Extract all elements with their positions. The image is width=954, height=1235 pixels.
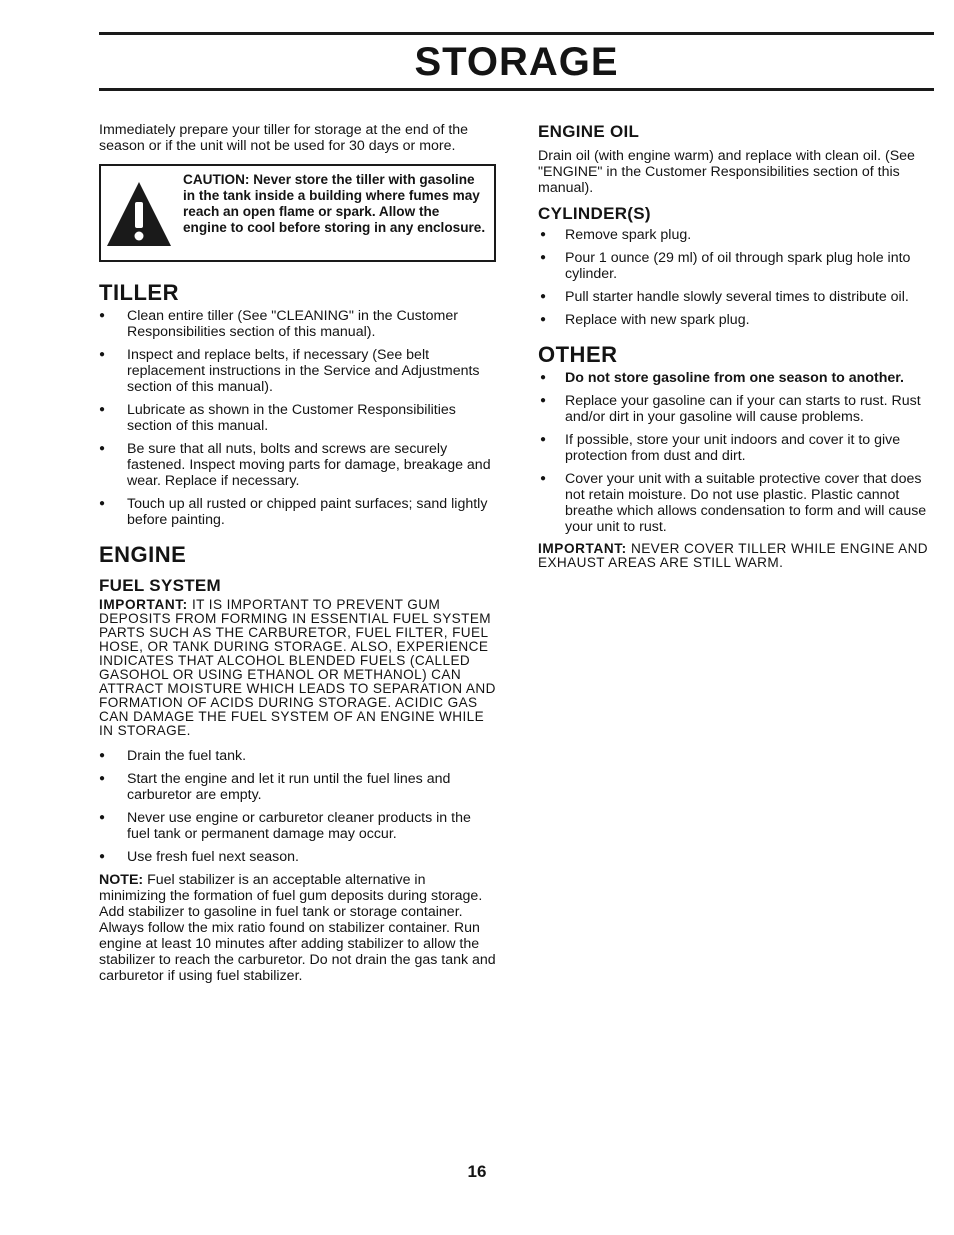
list-item-text: Remove spark plug. <box>565 227 692 243</box>
list-item-text: Be sure that all nuts, bolts and screws are securely fastened. Inspect moving parts for damage, breakage and wear. Replace if necessary. <box>127 441 491 489</box>
bullet-icon: ● <box>540 434 547 445</box>
note-label: NOTE: <box>99 872 144 888</box>
list-item-text: Cover your unit with a suitable protective cover that does not retain moisture. Do not use plastic. Plastic cannot breathe which allows condensation to form and will cause your unit to rust. <box>565 471 927 535</box>
fuel-system-heading: FUEL SYSTEM <box>99 576 222 595</box>
list-item-text: If possible, store your unit indoors and cover it to give protection from dust and dirt. <box>565 432 901 464</box>
list-item <box>99 496 496 528</box>
list-item <box>99 441 496 489</box>
list-item <box>99 402 496 434</box>
bullet-icon: ● <box>99 750 106 761</box>
cylinders-section <box>538 204 936 328</box>
list-item-text: Use fresh fuel next season. <box>127 849 299 865</box>
caution-box <box>99 164 496 262</box>
tiller-heading: TILLER <box>99 280 179 305</box>
list-item-text: Lubricate as shown in the Customer Responsibilities section of this manual. <box>127 402 456 434</box>
bullet-icon: ● <box>540 314 547 325</box>
bullet-icon: ● <box>540 473 547 484</box>
bullet-icon: ● <box>99 812 106 823</box>
list-item-text: Clean entire tiller (See "CLEANING" in the Customer Responsibilities section of this manual). <box>127 308 458 340</box>
engine-oil-section <box>538 122 936 196</box>
fuel-system-note <box>99 872 496 984</box>
warning-triangle-icon <box>105 180 173 248</box>
other-heading: OTHER <box>538 342 618 367</box>
cylinders-heading: CYLINDER(S) <box>538 204 651 223</box>
list-item-text: Never use engine or carburetor cleaner products in the fuel tank or permanent damage may occur. <box>127 810 471 842</box>
left-column <box>99 122 496 984</box>
bullet-icon: ● <box>540 291 547 302</box>
right-column <box>538 122 936 570</box>
list-item <box>99 308 496 340</box>
bullet-icon: ● <box>99 404 106 415</box>
tiller-list <box>99 308 496 528</box>
important-label: IMPORTANT: <box>538 541 627 556</box>
list-item-text: Replace with new spark plug. <box>565 312 750 328</box>
important-text: NEVER COVER TILLER WHILE ENGINE AND EXHAUST AREAS ARE STILL WARM. <box>538 541 929 570</box>
bullet-icon: ● <box>99 349 106 360</box>
list-item <box>538 227 936 243</box>
bullet-icon: ● <box>99 851 106 862</box>
bullet-icon: ● <box>99 773 106 784</box>
page-title: STORAGE <box>414 40 619 84</box>
list-item-text: Pull starter handle slowly several times to distribute oil. <box>565 289 909 305</box>
list-item <box>538 471 936 535</box>
caution-text: CAUTION: Never store the tiller with gasoline in the tank inside a building where fumes may reach an open flame or spark. Allow the engine to cool before storing in any enclosure. <box>183 172 486 235</box>
engine-heading: ENGINE <box>99 542 187 567</box>
other-important <box>538 542 936 570</box>
bullet-icon: ● <box>99 310 106 321</box>
list-item <box>538 432 936 464</box>
list-item <box>538 250 936 282</box>
important-label: IMPORTANT: <box>99 597 188 612</box>
list-item-text: Touch up all rusted or chipped paint surfaces; sand lightly before painting. <box>127 496 488 528</box>
list-item <box>538 289 936 305</box>
engine-section <box>99 542 496 984</box>
list-item <box>538 393 936 425</box>
intro-paragraph: Immediately prepare your tiller for storage at the end of the season or if the unit will not be used for 30 days or more. <box>99 122 469 154</box>
list-item-text: Drain the fuel tank. <box>127 748 247 764</box>
engine-oil-text: Drain oil (with engine warm) and replace with clean oil. (See "ENGINE" in the Customer Responsibilities section of this manual). <box>538 148 915 196</box>
list-item <box>99 771 496 803</box>
other-section <box>538 342 936 570</box>
bullet-icon: ● <box>540 229 547 240</box>
bullet-icon: ● <box>99 443 106 454</box>
bullet-icon: ● <box>540 372 547 383</box>
list-item <box>538 312 936 328</box>
list-item <box>99 810 496 842</box>
title-bottom-rule <box>99 88 934 91</box>
note-text: Fuel stabilizer is an acceptable alternative in minimizing the formation of fuel gum deposits during storage. Add stabilizer to gasoline in fuel tank or storage container. Always follow the mix ratio found on stabilizer container. Run engine at least 10 minutes after adding stabilizer to allow the stabilizer to reach the carburetor. Do not drain the gas tank and carburetor if using fuel stabilizer. <box>99 872 496 984</box>
list-item-text: Pour 1 ounce (29 ml) of oil through spark plug hole into cylinder. <box>565 250 911 282</box>
engine-oil-heading: ENGINE OIL <box>538 122 640 141</box>
list-item <box>99 347 496 395</box>
list-item-text: Do not store gasoline from one season to another. <box>565 370 904 386</box>
list-item-text: Replace your gasoline can if your can starts to rust. Rust and/or dirt in your gasoline will cause problems. <box>565 393 921 425</box>
other-list <box>538 370 936 535</box>
important-text: IT IS IMPORTANT TO PREVENT GUM DEPOSITS FROM FORMING IN ESSENTIAL FUEL SYSTEM PARTS SUCH AS THE CARBURETOR, FUEL FILTER, FUEL HOSE, OR TANK DURING STORAGE. ALSO, EXPERIENCE INDICATES THAT ALCOHOL BLENDED FUELS (CALLED GASOHOL OR USING ETHANOL OR METHANOL) CAN ATTRACT MOISTURE WHICH LEADS TO SEPARATION AND FORMATION OF ACIDS DURING STORAGE. ACIDIC GAS CAN DAMAGE THE FUEL SYSTEM OF AN ENGINE WHILE IN STORAGE. <box>99 597 496 738</box>
list-item <box>99 849 496 865</box>
list-item <box>99 748 496 764</box>
bullet-icon: ● <box>99 498 106 509</box>
cylinders-list <box>538 227 936 328</box>
fuel-system-important <box>99 598 496 738</box>
list-item-text: Start the engine and let it run until the fuel lines and carburetor are empty. <box>127 771 451 803</box>
fuel-system-list <box>99 748 496 865</box>
bullet-icon: ● <box>540 395 547 406</box>
list-item-text: Inspect and replace belts, if necessary (See belt replacement instructions in the Service and Adjustments section of this manual). <box>127 347 480 395</box>
bullet-icon: ● <box>540 252 547 263</box>
list-item <box>538 370 936 386</box>
page-number: 16 <box>467 1162 487 1181</box>
tiller-section <box>99 280 496 528</box>
title-top-rule <box>99 32 934 35</box>
